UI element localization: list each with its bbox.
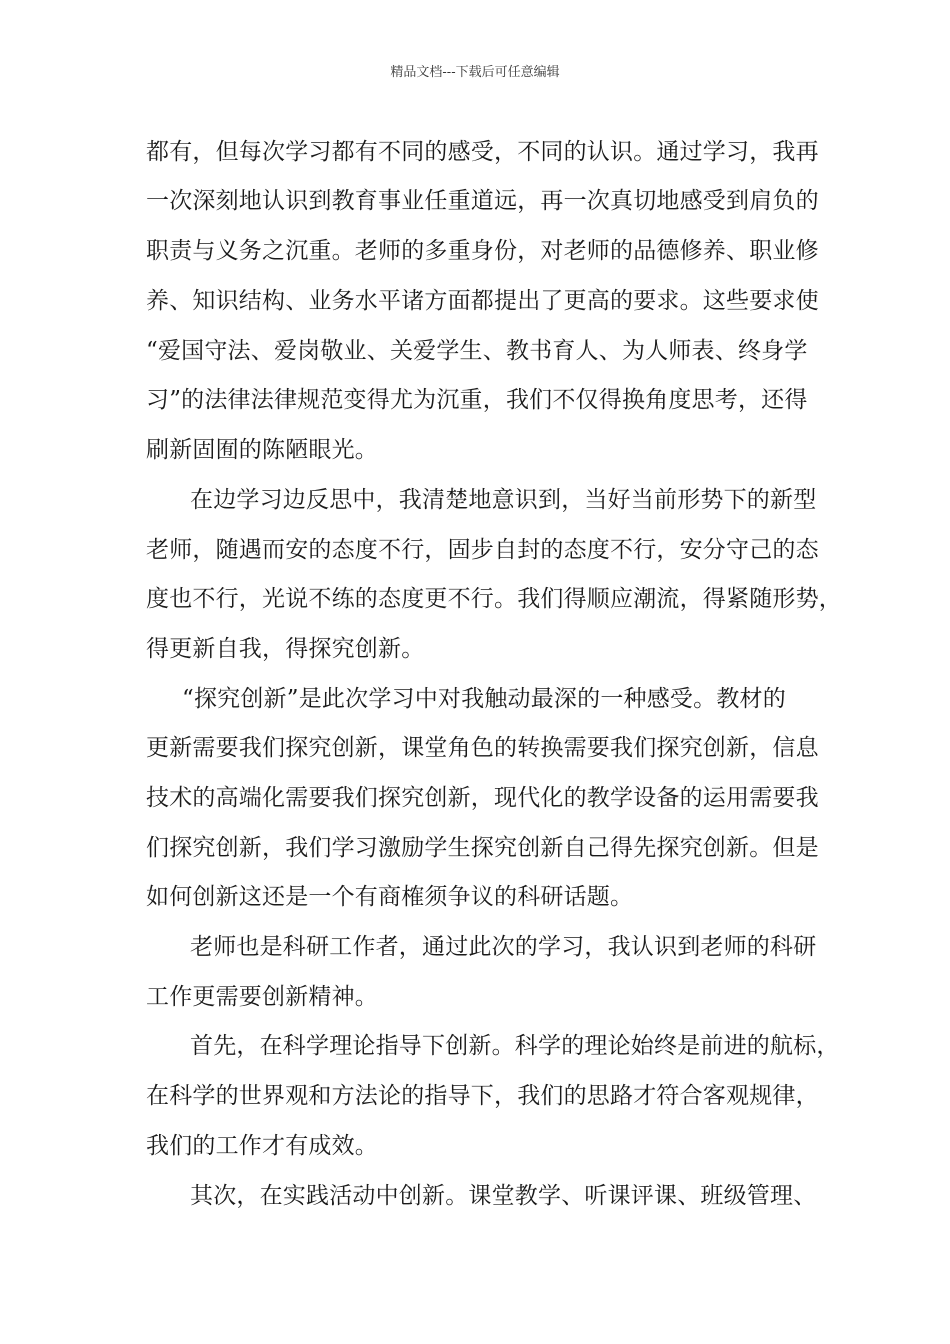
body-line: 更新需要我们探究创新，课堂角色的转换需要我们探究创新，信息 <box>146 735 819 761</box>
body-line: 习”的法律法律规范变得尤为沉重，我们不仅得换角度思考，还得 <box>146 387 808 413</box>
paragraph-first-line: 首先，在科学理论指导下创新。科学的理论始终是前进的航标， <box>190 1033 840 1059</box>
paragraph-first-line: “探究创新”是此次学习中对我触动最深的一种感受。教材的 <box>182 686 786 712</box>
body-line: 技术的高端化需要我们探究创新，现代化的教学设备的运用需要我 <box>146 785 819 811</box>
body-line: 我们的工作才有成效。 <box>146 1133 378 1159</box>
body-line: 如何创新这还是一个有商榷须争议的科研话题。 <box>146 884 634 910</box>
body-line: “爱国守法、爱岗敬业、关爱学生、教书育人、为人师表、终身学 <box>146 338 808 364</box>
paragraph-first-line: 老师也是科研工作者，通过此次的学习，我认识到老师的科研 <box>190 934 817 960</box>
body-line: 刷新固囿的陈陋眼光。 <box>146 437 378 463</box>
body-line: 在科学的世界观和方法论的指导下，我们的思路才符合客观规律， <box>146 1083 819 1109</box>
page-header: 精品文档---下载后可任意编辑 <box>390 65 560 80</box>
paragraph-first-line: 其次，在实践活动中创新。课堂教学、听课评课、班级管理、 <box>190 1183 817 1209</box>
body-line: 老师，随遇而安的态度不行，固步自封的态度不行，安分守己的态 <box>146 537 819 563</box>
body-line: 度也不行，光说不练的态度更不行。我们得顺应潮流，得紧随形势， <box>146 586 842 612</box>
body-line: 养、知识结构、业务水平诸方面都提出了更高的要求。这些要求使 <box>146 288 819 314</box>
body-line: 一次深刻地认识到教育事业任重道远，再一次真切地感受到肩负的 <box>146 188 819 214</box>
body-line: 们探究创新，我们学习激励学生探究创新自己得先探究创新。但是 <box>146 835 819 861</box>
body-line: 得更新自我，得探究创新。 <box>146 636 425 662</box>
body-line: 工作更需要创新精神。 <box>146 984 378 1010</box>
paragraph-first-line: 在边学习边反思中，我清楚地意识到，当好当前形势下的新型 <box>190 487 817 513</box>
body-line: 职责与义务之沉重。老师的多重身份，对老师的品德修养、职业修 <box>146 238 819 264</box>
body-line: 都有，但每次学习都有不同的感受，不同的认识。通过学习，我再 <box>146 139 819 165</box>
